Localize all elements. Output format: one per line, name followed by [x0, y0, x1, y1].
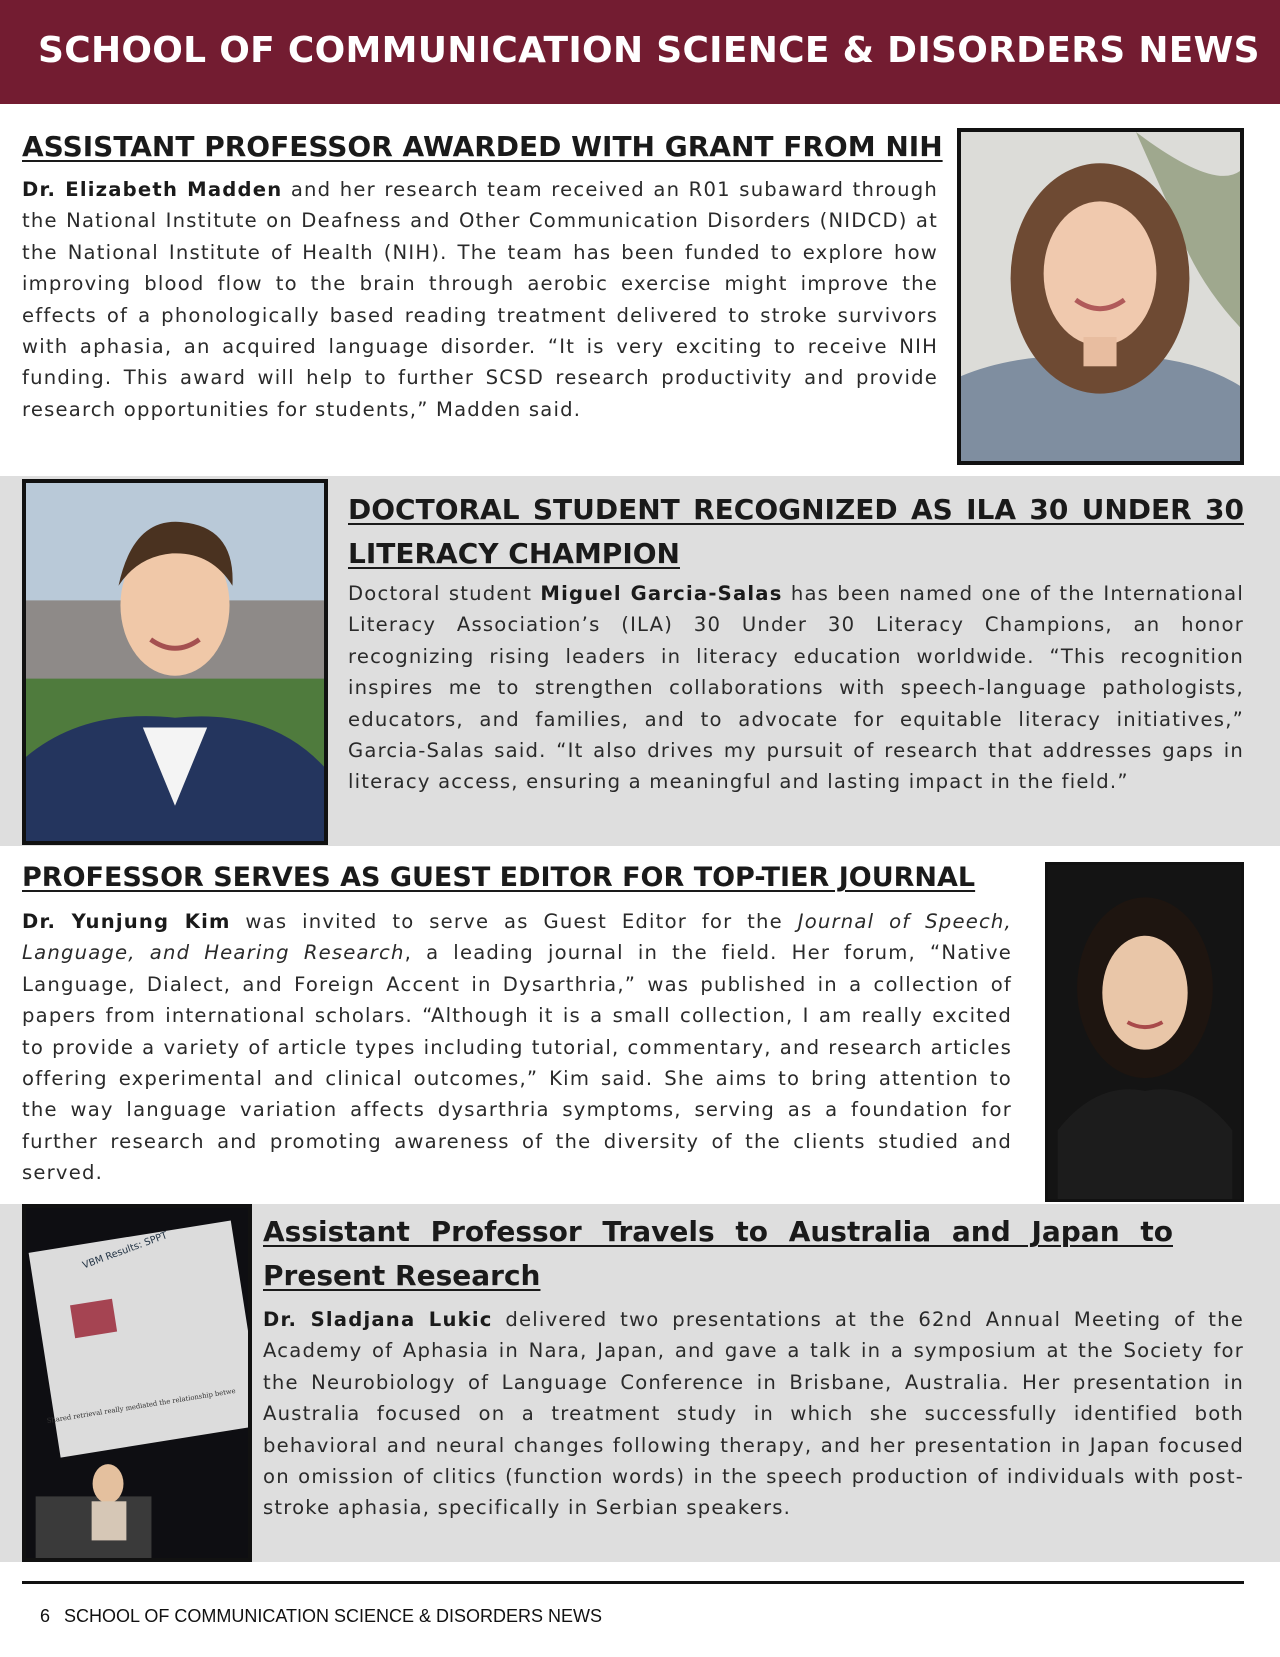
portrait-photo: [1045, 862, 1244, 1202]
portrait-photo: [22, 479, 328, 845]
article-nih-grant: [0, 104, 1280, 476]
person-name: Dr. Yunjung Kim: [22, 910, 231, 933]
article-guest-editor: [0, 846, 1280, 1204]
article-title: ASSISTANT PROFESSOR AWARDED WITH GRANT FROM NIH: [22, 130, 943, 163]
article-text: and her research team received an R01 subaward through the National Institute on Deafness and Other Communication Disorders (NIDCD) at the National Institute of Health (NIH). The team has been funded to explore how improving blood flow to the brain through aerobic exercise might improve the effects of a phonologically based reading treatment delivered to stroke survivors with aphasia, an acquired language disorder. “It is very exciting to receive NIH funding. This award will help to further SCSD research productivity and provide research opportunities for students,” Madden said.: [22, 178, 938, 421]
slide-caption: Shared retrieval really mediated the relationship betwe: [46, 1386, 237, 1426]
article-text: was invited to serve as Guest Editor for the: [230, 910, 798, 933]
article-ila-champion: [0, 476, 1280, 846]
person-name: Dr. Elizabeth Madden: [22, 178, 283, 201]
article-body: [263, 1304, 1244, 1524]
page-number: 6: [40, 1606, 51, 1626]
footer-text: SCHOOL OF COMMUNICATION SCIENCE & DISORDERS NEWS: [64, 1606, 603, 1626]
article-text: has been named one of the International Literacy Association’s (ILA) 30 Under 30 Literacy Champions, an honor recognizing rising leaders in literacy education worldwide. “This recognition inspires me to strengthen collaborations with speech-language pathologists, educators, and families, and to advocate for equitable literacy initiatives,” Garcia-Salas said. “It also drives my pursuit of research that addresses gaps in literacy access, ensuring a meaningful and lasting impact in the field.”: [348, 582, 1244, 794]
article-text: Doctoral student: [348, 582, 541, 605]
article-body: [22, 174, 938, 425]
slide-heading: VBM Results: SPPT: [81, 1230, 169, 1272]
person-name: Dr. Sladjana Lukic: [263, 1308, 493, 1331]
header-banner: [0, 0, 1280, 104]
article-text: , a leading journal in the field. Her forum, “Native Language, Dialect, and Foreign Accent in Dysarthria,” was published in a collection of papers from international scholars. “Although it is a small collection, I am really excited to provide a variety of article types including tutorial, commentary, and research articles offering experimental and clinical outcomes,” Kim said. She aims to bring attention to the way language variation affects dysarthria symptoms, serving as a foundation for further research and promoting awareness of the diversity of the clients studied and served.: [22, 941, 1012, 1185]
presentation-photo: [22, 1204, 252, 1562]
article-title: Assistant Professor Travels to Australia and Japan to Present Research: [263, 1215, 1173, 1292]
journal-name: Journal of Speech, Language, and Hearing Research: [22, 910, 1012, 965]
article-text: delivered two presentations at the 62nd Annual Meeting of the Academy of Aphasia in Nara, Japan, and gave a talk in a symposium at the Society for the Neurobiology of Language Conference in Brisbane, Australia. Her presentation in Australia focused on a treatment study in which she successfully identified both behavioral and neural changes following therapy, and her presentation in Japan focused on omission of clitics (function words) in the speech production of individuals with post-stroke aphasia, specifically in Serbian speakers.: [263, 1308, 1244, 1520]
newsletter-title: SCHOOL OF COMMUNICATION SCIENCE & DISORDERS NEWS: [38, 30, 1260, 71]
footer-rule: [22, 1581, 1244, 1584]
article-title: PROFESSOR SERVES AS GUEST EDITOR FOR TOP-TIER JOURNAL: [22, 862, 976, 893]
article-body: [348, 578, 1244, 798]
article-australia-japan: [0, 1204, 1280, 1562]
page-footer: [40, 1606, 602, 1627]
portrait-photo: [957, 128, 1244, 465]
article-title: DOCTORAL STUDENT RECOGNIZED AS ILA 30 UNDER 30 LITERACY CHAMPION: [348, 493, 1244, 570]
article-body: [22, 906, 1012, 1189]
person-name: Miguel Garcia-Salas: [540, 582, 783, 605]
